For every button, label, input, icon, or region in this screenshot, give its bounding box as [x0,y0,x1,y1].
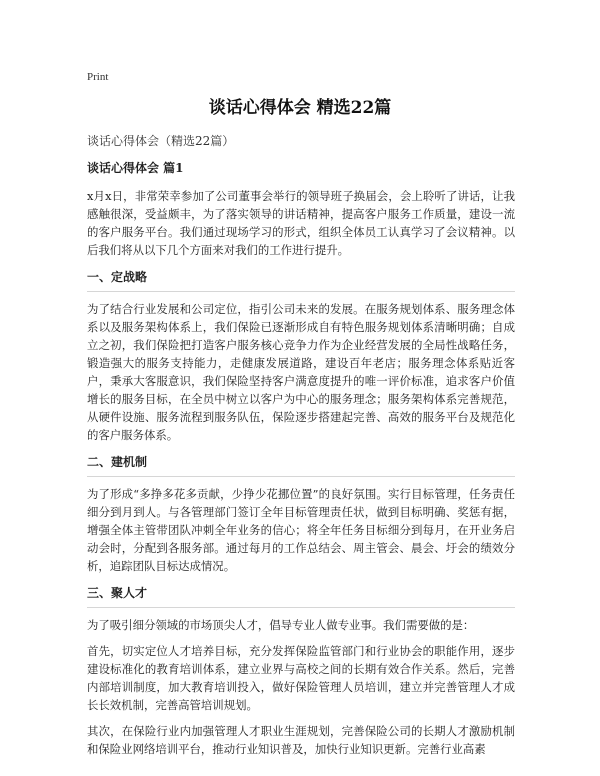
section-paragraph: 为了结合行业发展和公司定位，指引公司未来的发展。在服务规划体系、服务理念体系以及服务架构体系上，我们保险已逐渐形成自有特色服务规划体系清晰明确；自成立之初，我们保险把打造客户服务核心竞争力作为企业经营发展的全局性战略任务，锻造强大的服务支持能力，走健康发展道路，建设百年老店；服务理念体系贴近客户，秉承大客服意识，我们保险坚持客户满意度提升的唯一评价标准，追求客户价值增长的服务目标，在全员中树立以客户为中心的服务理念；服务架构体系完善规范，从硬件设施、服务流程到服务队伍，保险逐步搭建起完善、高效的服务平台及规范化的客户服务体系。 [87,302,515,442]
section-paragraph: 为了吸引细分领域的市场顶尖人才，倡导专业人做专业事。我们需要做的是： [87,618,475,632]
section-paragraph: 首先，切实定位人才培养目标，充分发挥保险监管部门和行业协会的职能作用，逐步建设标准化的教育培训体系，建立业界与高校之间的长期有效合作关系。然后，完善内部培训制度，加大教育培训投入，做好保险管理人员培训，建立并完善管理人才成长长效机制，完善高管培训规划。 [87,644,515,712]
section-heading-strategy: 一、定战略 [87,268,515,292]
print-link[interactable]: Print [87,71,109,83]
section-heading-talent: 三、聚人才 [87,584,515,608]
section-paragraph: 为了形成“多挣多花多贡献，少挣少花挪位置”的良好氛围。实行目标管理，任务责任细分到月到人。与各管理部门签订全年目标管理责任状，做到目标明确、奖惩有据，增强全体主管带团队冲刺全年业务的信心；将全年任务目标细分到每月，在开业务启动会时，分配到各服务部。通过每月的工作总结会、周主管会、晨会、圩会的绩效分析，追踪团队目标达成情况。 [87,487,515,573]
article-heading: 谈话心得体会 篇1 [87,161,184,175]
document-subtitle: 谈话心得体会（精选22篇） [87,134,235,148]
article-body [87,159,515,766]
section-heading-mechanism: 二、建机制 [87,453,515,477]
section-paragraph: 其次，在保险行业内加强管理人才职业生涯规划，完善保险公司的长期人才激励机制和保险业网络培训平台，推动行业知识普及，加快行业知识更新。完善行业高素 [87,724,515,756]
page-title: 谈话心得体会 精选22篇 [208,98,392,118]
intro-paragraph: x月x日，非常荣幸参加了公司董事会举行的领导班子换届会，会上聆听了讲话，让我感触很深，受益颇丰，为了落实领导的讲话精神，提高客户服务工作质量，建设一流的客户服务平台。我们通过现场学习的形式，组织全体员工认真学习了会议精神。以后我们将从以下几个方面来对我们的工作进行提升。 [87,189,515,257]
